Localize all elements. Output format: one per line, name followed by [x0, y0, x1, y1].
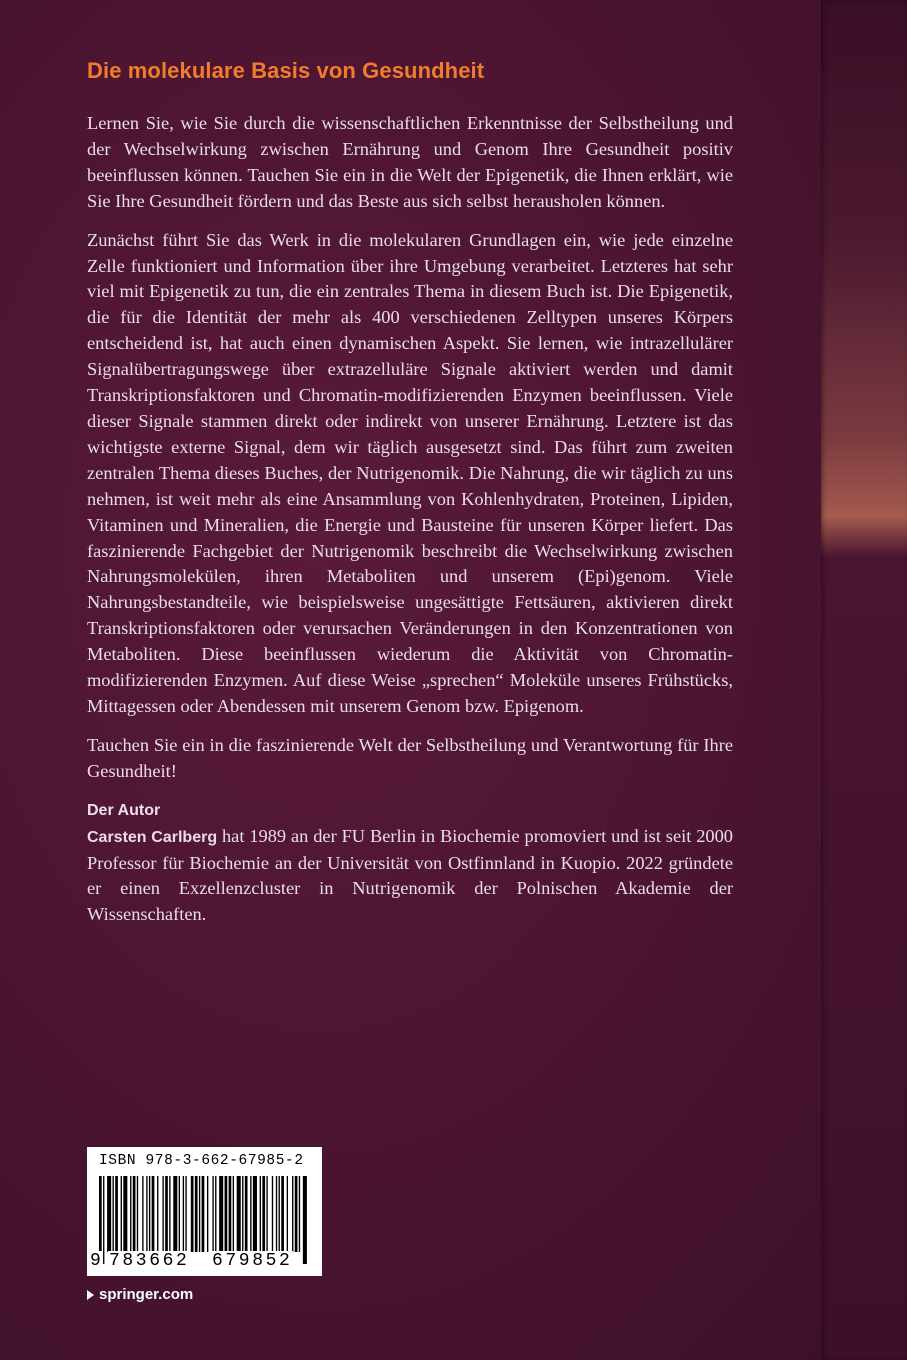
barcode-bar: [185, 1176, 186, 1252]
barcode-bar: [133, 1176, 136, 1252]
barcode-bar: [219, 1176, 223, 1252]
author-bio: [87, 824, 733, 929]
barcode-bar: [260, 1176, 261, 1252]
springer-link[interactable]: [87, 1286, 193, 1303]
back-cover-text: [87, 58, 733, 941]
author-name: Carsten Carlberg: [87, 828, 218, 846]
barcode-bar: [295, 1176, 298, 1252]
barcode-bar: [123, 1176, 127, 1252]
barcode-bar: [245, 1176, 248, 1252]
author-bio-text: hat 1989 an der FU Berlin in Biochemie promoviert und ist seit 2000 Professor für Biochemie an der Universität von Ostfinnland in Kuopio. 2022 gründete er einen Exzellenzcluster in Nutrigenomik der Polnischen Akademie der Wissenschaften.: [87, 825, 733, 925]
headline: Die molekulare Basis von Gesundheit: [87, 58, 485, 83]
barcode-bar: [202, 1176, 205, 1252]
barcode-bar: [250, 1176, 251, 1252]
barcode-bar: [292, 1176, 293, 1252]
barcode-bar: [137, 1176, 138, 1252]
barcode-bar: [149, 1176, 150, 1252]
barcode-bar: [113, 1176, 114, 1252]
closing-paragraph: Tauchen Sie ein in die faszinierende Welt der Selbstheilung und Verantwortung für Ihre Gesundheit!: [87, 734, 733, 781]
barcode-bar: [157, 1176, 158, 1252]
barcode-bar: [207, 1176, 208, 1252]
barcode-bar: [253, 1176, 257, 1252]
barcode-bar: [130, 1176, 131, 1252]
barcode-bar: [215, 1176, 216, 1252]
barcode-bar: [152, 1176, 155, 1252]
barcode-bar: [183, 1176, 184, 1252]
main-paragraph: Zunächst führt Sie das Werk in die molekularen Grundlagen ein, wie jede einzelne Zelle funktioniert und Information über ihre Umgebung verarbeitet. Letzteres hat sehr viel mit Epigenetik zu tun, die ein zentrales Thema in diesem Buch ist. Die Epigenetik, die für die Identität der mehr als 400 verschiedenen Zelltypen unseres Körpers entscheidend ist, hat auch einen dynamischen Aspekt. Sie lernen, wie intrazellulärer Signalübertragungswege über extrazelluläre Signale aktiviert werden und damit Transkriptionsfaktoren und Chromatin-modifizierenden Enzymen beeinflussen. Viele dieser Signale stammen direkt oder indirekt von unserer Ernährung. Letztere ist das wichtigste externe Signal, dem wir täglich ausgesetzt sind. Das führt zum zweiten zentralen Thema dieses Buches, der Nutrigenomik. Die Nahrung, die wir täglich zu uns nehmen, ist weit mehr als eine Ansammlung von Kohlenhydraten, Proteinen, Lipiden, Vitaminen und Mineralien, die Energie und Bausteine für unseren Körper liefert. Das faszinierende Fachgebiet der Nutrigenomik beschreibt die Wechselwirkung zwischen Nahrungsmolekülen, ihren Metaboliten und unserem (Epi)genom. Viele Nahrungsbestandteile, wie beispielsweise ungesättigte Fettsäuren, aktivieren direkt Transkriptionsfaktoren oder verursachen Veränderungen in den Konzentrationen von Metaboliten. Diese beeinflussen wiederum die Aktivität von Chromatin-modifizierenden Enzymen. Auf diese Weise „sprechen“ Moleküle unseres Frühstücks, Mittagessen oder Abendessen mit unserem Genom bzw. Epigenom.: [87, 229, 733, 716]
barcode-bar: [262, 1176, 265, 1252]
barcode-digits-left: 783662: [109, 1251, 190, 1271]
barcode-bar: [233, 1176, 234, 1252]
barcode-bar: [179, 1176, 180, 1252]
barcode-bar: [142, 1176, 143, 1252]
barcode-bar: [191, 1176, 194, 1252]
isbn-barcode: [87, 1147, 322, 1276]
barcode-bar: [279, 1176, 280, 1252]
barcode-bar: [195, 1176, 198, 1252]
barcode-bar: [115, 1176, 118, 1252]
barcode-digits-right: 679852: [212, 1251, 293, 1271]
book-spine-edge: [821, 0, 907, 1360]
barcode-bar: [165, 1176, 168, 1252]
barcode-bar: [237, 1176, 241, 1252]
intro-paragraph: Lernen Sie, wie Sie durch die wissenschaftlichen Erkenntnisse der Selbstheilung und der Wechselwirkung zwischen Ernährung und Genom Ihre Gesundheit positiv beeinflussen können. Tauchen Sie ein in die Welt der Epigenetik, die Ihnen erklärt, wie Sie Ihre Gesundheit fördern und das Beste aus sich selbst herausholen können.: [87, 113, 733, 211]
barcode-bar: [276, 1176, 277, 1252]
isbn-label: ISBN 978-3-662-67985-2: [99, 1153, 304, 1169]
springer-url[interactable]: springer.com: [99, 1286, 194, 1303]
barcode-bar: [146, 1176, 147, 1252]
barcode-bar: [199, 1176, 200, 1252]
barcode-bar: [272, 1176, 273, 1252]
barcode-digit-lead: 9: [90, 1251, 101, 1271]
barcode-bar: [242, 1176, 243, 1252]
author-heading: Der Autor: [87, 801, 161, 819]
barcode-bar: [266, 1176, 267, 1252]
arrow-right-icon: [87, 1290, 94, 1300]
barcode-bar: [169, 1176, 170, 1252]
barcode-bar: [103, 1176, 104, 1264]
barcode-bar: [303, 1176, 307, 1264]
barcode-bar: [281, 1176, 284, 1252]
barcode-bar: [162, 1176, 163, 1252]
barcode-bar: [299, 1176, 300, 1252]
barcode-bar: [107, 1176, 111, 1252]
barcode-bar: [287, 1176, 288, 1252]
barcode-bar: [173, 1176, 177, 1252]
barcode-bar: [121, 1176, 122, 1252]
barcode-bar: [212, 1176, 213, 1252]
